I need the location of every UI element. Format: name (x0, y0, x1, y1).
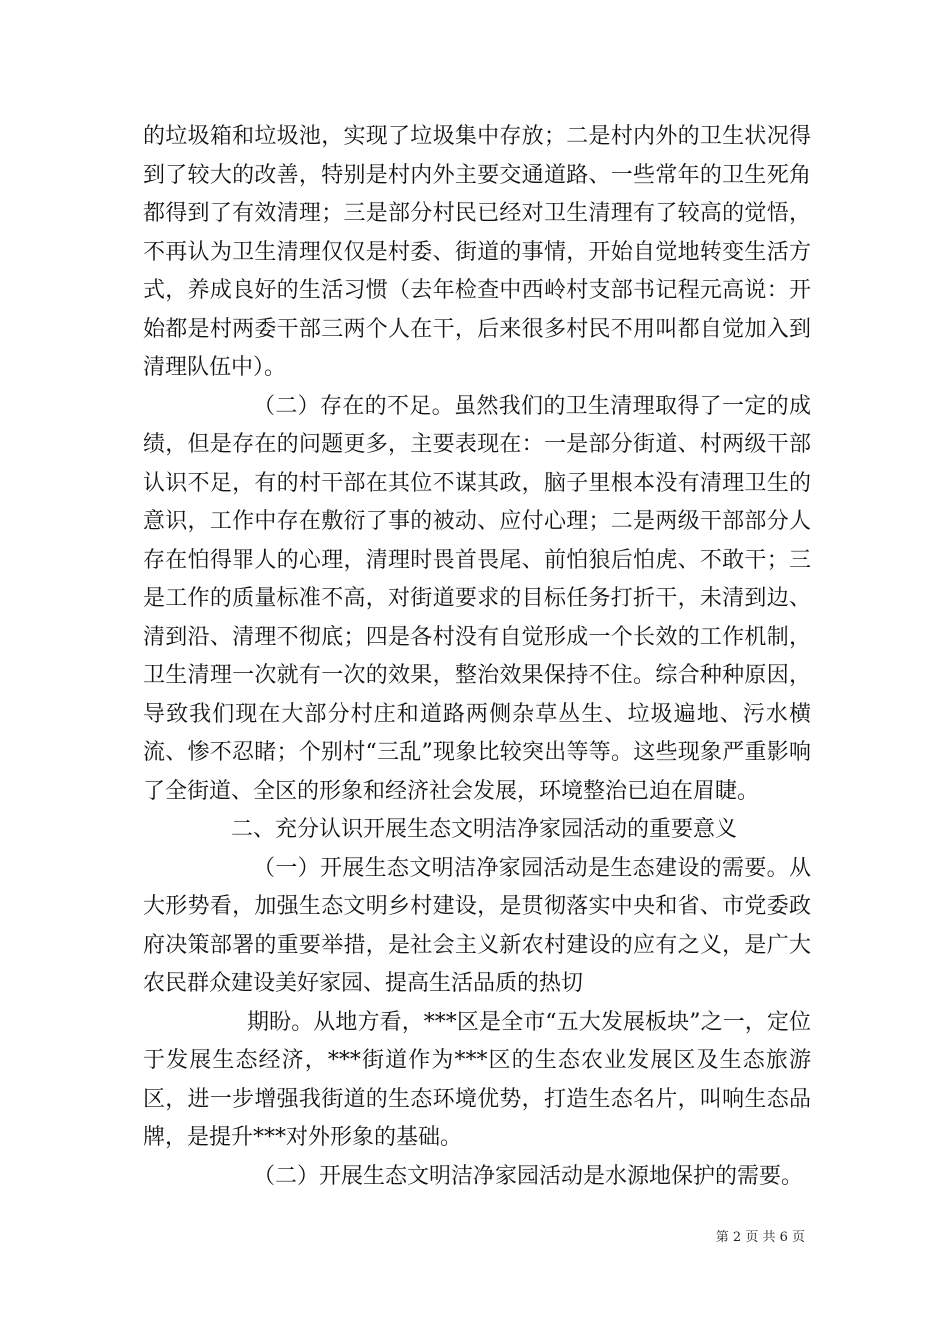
page-number-footer: 第 2 页 共 6 页 (715, 1230, 805, 1245)
document-body (143, 118, 811, 1196)
paragraph-water-source: （二）开展生态文明洁净家园活动是水源地保护的需要。 (253, 1163, 804, 1189)
section-heading-significance: 二、充分认识开展生态文明洁净家园活动的重要意义 (231, 817, 738, 842)
paragraph-achievements-continued: 的垃圾箱和垃圾池，实现了垃圾集中存放；二是村内外的卫生状况得到了较大的改善，特别是村内外主要交通道路、一些常年的卫生死角都得到了有效清理；三是部分村民已经对卫生清理有了较高的觉悟，不再认为卫生清理仅仅是村委、街道的事情，开始自觉地转变生活方式，养成良好的生活习惯（去年检查中西岭村支部书记程元高说：开始都是村两委干部三两个人在干，后来很多村民不用叫都自觉加入到清理队伍中）。 (143, 124, 811, 380)
paragraph-shortcomings: （二）存在的不足。虽然我们的卫生清理取得了一定的成绩，但是存在的问题更多，主要表现在：一是部分街道、村两级干部认识不足，有的村干部在其位不谋其政，脑子里根本没有清理卫生的意识，工作中存在敷衍了事的被动、应付心理；二是两级干部部分人存在怕得罪人的心理，清理时畏首畏尾、前怕狼后怕虎、不敢干；三是工作的质量标准不高，对街道要求的目标任务打折干，未清到边、清到沿、清理不彻底；四是各村没有自觉形成一个长效的工作机制，卫生清理一次就有一次的效果，整治效果保持不住。综合种种原因，导致我们现在大部分村庄和道路两侧杂草丛生、垃圾遍地、污水横流、惨不忍睹；个别村“三乱”现象比较突出等等。这些现象严重影响了全街道、全区的形象和经济社会发展，环境整治已迫在眉睫。 (143, 393, 811, 804)
paragraph-ecological-need: （一）开展生态文明洁净家园活动是生态建设的需要。从大形势看，加强生态文明乡村建设，是贯彻落实中央和省、市党委政府决策部署的重要举措，是社会主义新农村建设的应有之义，是广大农民群众建设美好家园、提高生活品质的热切 (143, 855, 811, 996)
paragraph-local-perspective: 期盼。从地方看，***区是全市“五大发展板块”之一，定位于发展生态经济，***街道作为***区的生态农业发展区及生态旅游区，进一步增强我街道的生态环境优势，打造生态名片，叫响生态品牌，是提升***对外形象的基础。 (143, 1009, 811, 1150)
